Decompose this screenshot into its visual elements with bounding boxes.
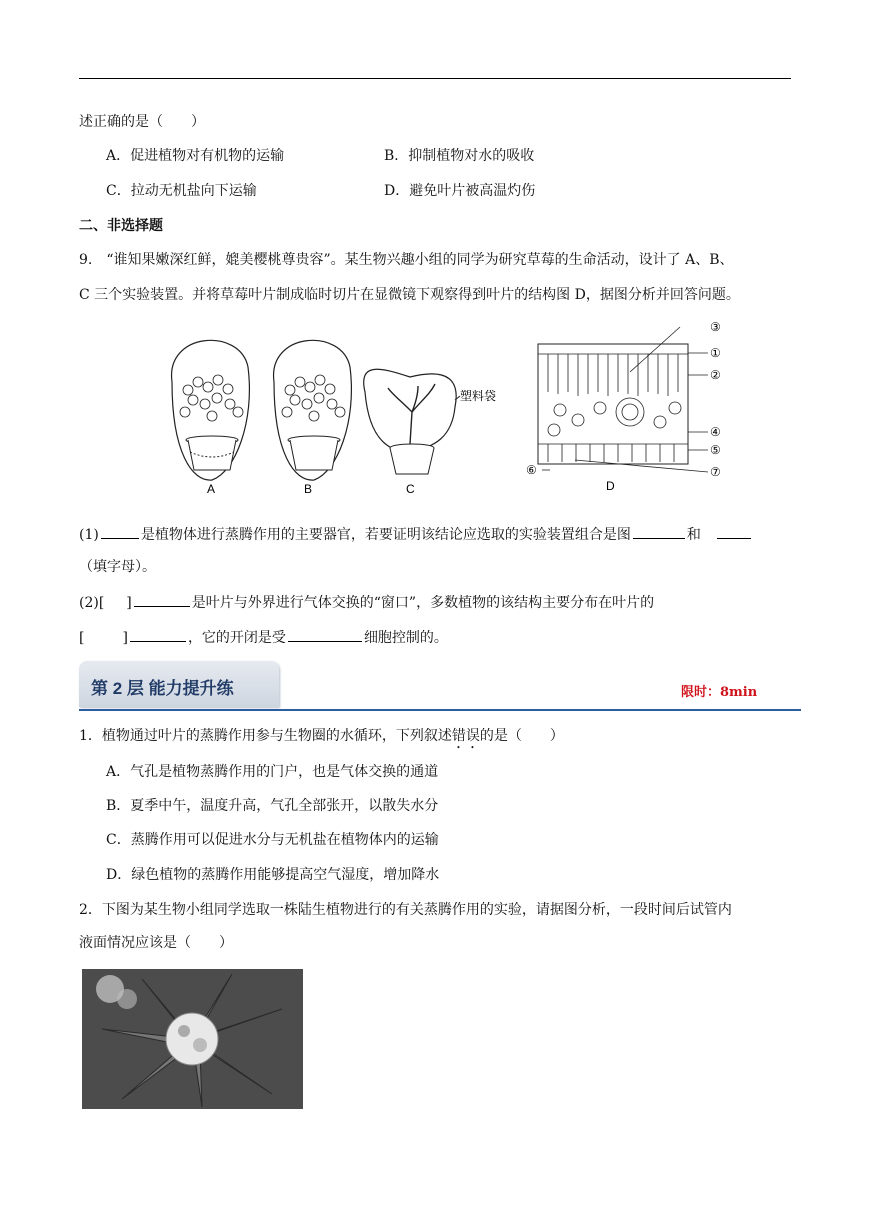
plant-photo <box>82 969 303 1109</box>
blank-6[interactable] <box>288 626 362 642</box>
sub2-text-3: 细胞控制的。 <box>363 630 448 646</box>
q9-figure <box>160 312 740 498</box>
section-heading: 二、非选择题 <box>79 217 163 233</box>
q1-stem-emphasis: 错误 <box>451 728 480 744</box>
sub2-bracket-open-2: [ <box>79 630 85 646</box>
figure-label-d: D <box>606 479 615 493</box>
label-circled-5: ⑤ <box>710 443 721 457</box>
figure-label-a: A <box>207 482 216 496</box>
leaf-cross-section-illustration <box>538 327 708 472</box>
section-title: 第 2 层 能力提升练 <box>91 679 234 698</box>
q1-option-b: B．夏季中午，温度升高，气孔全部张开，以散失水分 <box>106 798 439 814</box>
q2-line2: 液面情况应该是（ ） <box>79 935 233 951</box>
q9-sub1-line2: （填字母）。 <box>79 559 156 575</box>
sub1-and: 和 <box>686 527 701 543</box>
label-circled-7: ⑦ <box>710 465 721 479</box>
label-circled-6: ⑥ <box>526 463 537 477</box>
sub2-bracket-close: ] <box>126 595 132 611</box>
blank-1[interactable] <box>101 523 139 539</box>
section-rule <box>79 709 801 711</box>
header-rule <box>79 78 791 79</box>
figure-label-c: C <box>406 482 415 496</box>
sub2-bracket-open: (2)[ <box>79 595 105 611</box>
label-circled-4: ④ <box>710 425 721 439</box>
q1-stem <box>79 726 564 752</box>
label-circled-1: ① <box>710 346 721 360</box>
q8-option-d: D．避免叶片被高温灼伤 <box>384 183 536 199</box>
sub2-bracket-close-2: ] <box>122 630 128 646</box>
figure-label-b: B <box>304 482 313 496</box>
setup-c-illustration <box>364 369 460 474</box>
q2-line1: 2．下图为某生物小组同学选取一株陆生植物进行的有关蒸腾作用的实验，请据图分析，一段时间后试管内 <box>79 902 732 918</box>
blank-3[interactable] <box>717 523 751 539</box>
q9-sub1-line1 <box>79 523 753 545</box>
label-circled-3: ③ <box>710 320 721 334</box>
q9-sub2-line1 <box>79 591 654 613</box>
sub2-text-2: ，它的开闭是受 <box>187 630 286 646</box>
q1-stem-a: 1．植物通过叶片的蒸腾作用参与生物圈的水循环，下列叙述 <box>79 728 452 744</box>
q9-line2: C 三个实验装置。并将草莓叶片制成临时切片在显微镜下观察得到叶片的结构图 D，据图分析并回答问题。 <box>79 287 740 303</box>
q9-sub2-line2 <box>79 626 448 648</box>
q9-line1: 9. “谁知果嫩深红鲜，媲美樱桃尊贵容”。某生物兴趣小组的同学为研究草莓的生命活动，设计了 A、B、 <box>79 252 734 268</box>
q8-option-a: A．促进植物对有机物的运输 <box>106 148 285 164</box>
label-circled-2: ② <box>710 368 721 382</box>
blank-2[interactable] <box>633 523 685 539</box>
section-bar <box>79 661 801 711</box>
q8-stem: 述正确的是（ ） <box>79 114 205 130</box>
blank-4[interactable] <box>134 591 190 607</box>
setup-b-illustration <box>274 340 352 480</box>
q1-stem-b: 的是（ ） <box>479 728 564 744</box>
setup-a-illustration <box>172 340 250 480</box>
sub2-text: 是叶片与外界进行气体交换的“窗口”，多数植物的该结构主要分布在叶片的 <box>191 595 655 611</box>
sub1-number: (1) <box>79 527 99 543</box>
q8-option-c: C．拉动无机盐向下运输 <box>106 183 257 199</box>
q1-option-d: D．绿色植物的蒸腾作用能够提高空气湿度，增加降水 <box>106 867 440 883</box>
blank-5[interactable] <box>130 626 186 642</box>
sub1-text: 是植物体进行蒸腾作用的主要器官，若要证明该结论应选取的实验装置组合是图 <box>140 527 631 543</box>
time-limit: 限时：8min <box>681 685 758 700</box>
q1-option-c: C．蒸腾作用可以促进水分与无机盐在植物体内的运输 <box>106 832 439 848</box>
section-tab <box>79 661 279 707</box>
bag-label: 塑料袋 <box>460 389 497 403</box>
q1-option-a: A．气孔是植物蒸腾作用的门户，也是气体交换的通道 <box>106 764 439 780</box>
q8-option-b: B．抑制植物对水的吸收 <box>384 148 535 164</box>
